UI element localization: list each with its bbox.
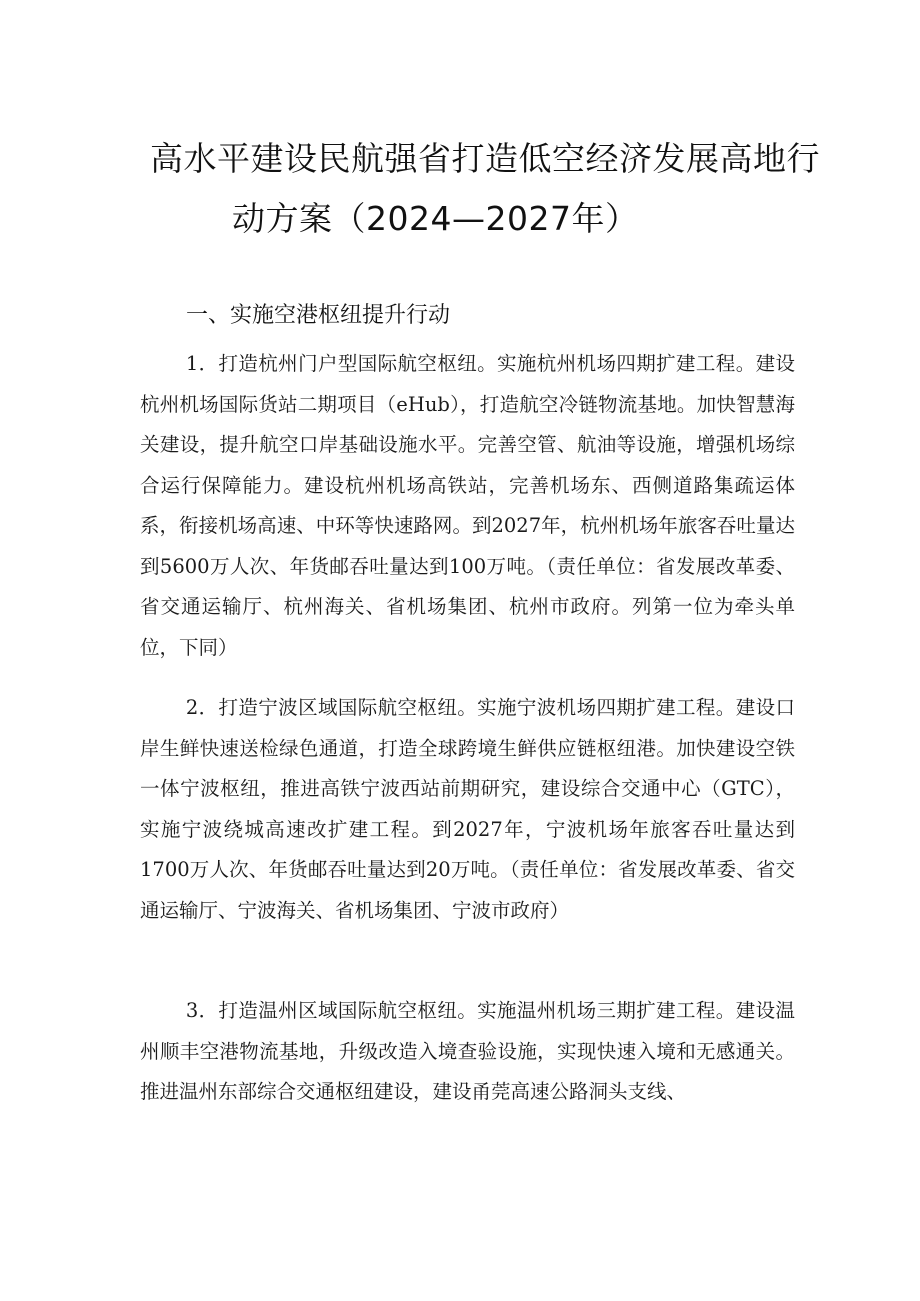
document-title-line-2: 动方案（2024—2027年）: [232, 199, 639, 238]
paragraph-1: 1．打造杭州门户型国际航空枢纽。实施杭州机场四期扩建工程。建设杭州机场国际货站二期项目（eHub），打造航空冷链物流基地。加快智慧海关建设，提升航空口岸基础设施水平。完善空管、航油等设施，增强机场综合运行保障能力。建设杭州机场高铁站，完善机场东、西侧道路集疏运体系，衔接机场高速、中环等快速路网。到2027年，杭州机场年旅客吞吐量达到5600万人次、年货邮吞吐量达到100万吨。（责任单位：省发展改革委、省交通运输厅、杭州海关、省机场集团、杭州市政府。列第一位为牵头单位，下同）: [140, 352, 795, 659]
document-title-line-1: 高水平建设民航强省打造低空经济发展高地行: [150, 139, 820, 178]
paragraph-3: 3．打造温州区域国际航空枢纽。实施温州机场三期扩建工程。建设温州顺丰空港物流基地，升级改造入境查验设施，实现快速入境和无感通关。推进温州东部综合交通枢纽建设，建设甬莞高速公路洞头支线、: [140, 999, 795, 1103]
paragraph-2: 2．打造宁波区域国际航空枢纽。实施宁波机场四期扩建工程。建设口岸生鲜快速送检绿色通道，打造全球跨境生鲜供应链枢纽港。加快建设空铁一体宁波枢纽，推进高铁宁波西站前期研究，建设综合交通中心（GTC），实施宁波绕城高速改扩建工程。到2027年，宁波机场年旅客吞吐量达到1700万人次、年货邮吞吐量达到20万吨。（责任单位：省发展改革委、省交通运输厅、宁波海关、省机场集团、宁波市政府）: [140, 696, 795, 922]
section-heading: 一、实施空港枢纽提升行动: [186, 303, 451, 328]
